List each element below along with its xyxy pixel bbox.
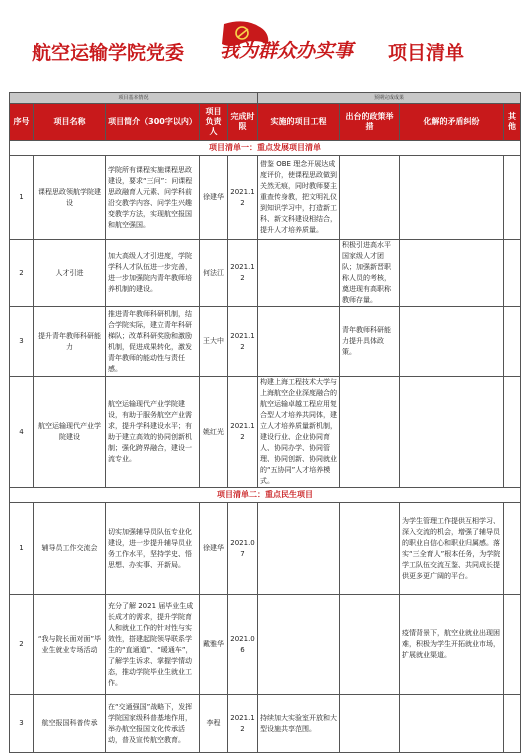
cell-policy: [340, 377, 400, 488]
cell-name: 航空报国科普传承: [34, 695, 106, 753]
table-row: [10, 307, 521, 377]
cell-name: 提升青年教师科研能力: [34, 307, 106, 377]
table-row: [10, 156, 521, 240]
cell-policy: [340, 595, 400, 695]
table-row: [10, 240, 521, 307]
section-title: 项目清单一：重点发展项目清单: [10, 141, 521, 156]
title-banner: [0, 0, 528, 88]
cell-deadline: 2021.12: [228, 377, 258, 488]
cell-name: 辅导员工作交流会: [34, 503, 106, 595]
cell-owner: 徐建华: [200, 156, 228, 240]
cell-other: [504, 377, 521, 488]
project-table: [9, 92, 521, 753]
group-result: 预期完成成果: [258, 93, 521, 104]
cell-owner: 何法江: [200, 240, 228, 307]
cell-policy: 积极引进高水平国家级人才团队；加强新晋职称人员的考核，奠进现有高职称教师存量。: [340, 240, 400, 307]
cell-deadline: 2021.07: [228, 503, 258, 595]
cell-conflict: [400, 377, 504, 488]
cell-no: 2: [10, 240, 34, 307]
cell-conflict: [400, 695, 504, 753]
col-owner: 项目负责人: [200, 104, 228, 141]
cell-owner: 王大中: [200, 307, 228, 377]
cell-other: [504, 503, 521, 595]
col-name: 项目名称: [34, 104, 106, 141]
section-title-row: [10, 141, 521, 156]
group-header-row: [10, 93, 521, 104]
cell-name: 课程思政领航学院建设: [34, 156, 106, 240]
cell-policy: [340, 156, 400, 240]
section-title: 项目清单二：重点民生项目: [10, 488, 521, 503]
cell-policy: 青年教师科研能力提升具体政策。: [340, 307, 400, 377]
title-right: 项目清单: [388, 42, 465, 64]
cell-name: 航空运输现代产业学院建设: [34, 377, 106, 488]
cell-deadline: 2021.12: [228, 307, 258, 377]
col-no: 序号: [10, 104, 34, 141]
cell-conflict: [400, 307, 504, 377]
cell-no: 3: [10, 695, 34, 753]
cell-deadline: 2021.06: [228, 595, 258, 695]
cell-owner: 姚红光: [200, 377, 228, 488]
title-left: 航空运输学院党委: [32, 42, 185, 64]
cell-no: 3: [10, 307, 34, 377]
cell-no: 1: [10, 503, 34, 595]
cell-owner: 徐建华: [200, 503, 228, 595]
cell-conflict: [400, 240, 504, 307]
cell-name: 人才引进: [34, 240, 106, 307]
cell-owner: 戴雅华: [200, 595, 228, 695]
col-conflict: 化解的矛盾纠纷: [400, 104, 504, 141]
cell-conflict: [400, 156, 504, 240]
cell-other: [504, 307, 521, 377]
cell-other: [504, 695, 521, 753]
col-intro: 项目简介（300字以内）: [106, 104, 200, 141]
cell-intro: 航空运输现代产业学院建设，有助于服务航空产业需求，提升学科建设水平；有助于建立高效的协同创新机制；强化跨界融合，建设一流专业。: [106, 377, 200, 488]
cell-deadline: 2021.12: [228, 156, 258, 240]
cell-conflict: 疫情背景下，航空业就业出现困难，积极为学生开拓就业市场，扩展就业渠道。: [400, 595, 504, 695]
cell-project: 借鉴 OBE 理念开展达成度评价，使课程思政做到关然无痕，同时教师要主重查传身教，把文明礼仪到知识学习中，打造新工科、新文科建设相结合，提升人才培养质量。: [258, 156, 340, 240]
cell-deadline: 2021.12: [228, 240, 258, 307]
slogan-text: 我为群众办实事: [220, 40, 354, 62]
slogan-block: [218, 18, 378, 74]
column-header-row: [10, 104, 521, 141]
cell-deadline: 2021.12: [228, 695, 258, 753]
cell-intro: 切实加强辅导员队伍专业化建设，进一步提升辅导员业务工作水平，坚持学史、悟思想、办实事、开新局。: [106, 503, 200, 595]
table-row: [10, 595, 521, 695]
table-row: [10, 377, 521, 488]
cell-intro: 学院所有课程实施课程思政建设，要求“三问”：问课程思政融育人元素、问学科前沿交教学内容、问学生兴趣变教学方法，实现航空报国和航空强国。: [106, 156, 200, 240]
cell-intro: 在“交通强国”战略下，发挥学院国家级科普基地作用，举办航空报国文化传承活动，普及宣传航空教育。: [106, 695, 200, 753]
cell-conflict: 为学生管理工作提供互相学习、深入交流的机会，增强了辅导员的职业自信心和职业归属感。落实“三全育人”根本任务，为学院学工队伍交流互鉴、共同成长提供更多更广阔的平台。: [400, 503, 504, 595]
cell-name: “我与院长面对面”毕业生就业专场活动: [34, 595, 106, 695]
col-deadline: 完成时限: [228, 104, 258, 141]
cell-project: [258, 240, 340, 307]
cell-other: [504, 595, 521, 695]
cell-intro: 推进青年教师科研机制，结合学院实际，建立青年科研梯队；改革科研奖励和激励机制，促进成果转化，激发青年教师的能动性与责任感。: [106, 307, 200, 377]
cell-policy: [340, 695, 400, 753]
cell-intro: 加大高级人才引进度，学院学科人才队伍进一步完善，进一步加强院内青年教师培养机制的建设。: [106, 240, 200, 307]
cell-project: [258, 595, 340, 695]
cell-other: [504, 156, 521, 240]
cell-no: 2: [10, 595, 34, 695]
cell-owner: 李程: [200, 695, 228, 753]
cell-project: [258, 503, 340, 595]
col-other: 其他: [504, 104, 521, 141]
cell-no: 4: [10, 377, 34, 488]
cell-intro: 充分了解 2021 届毕业生成长成才的需求，提升学院育人和就业工作的针对性与实效性，搭建起院领导联系学生的“直通道”、“暖通车”，了解学生诉求、掌握学情动态，推动学院毕业生就业工作。: [106, 595, 200, 695]
cell-project: 构建上海工程技术大学与上海航空企业深度融合的航空运输卓越工程应用复合型人才培养共同体，建立人才培养质量新机制，建设行业、企业协同育人、协同办学、协同管理、协同创新、协同就业的“五协同”人才培养模式。: [258, 377, 340, 488]
table-row: [10, 503, 521, 595]
col-policy: 出台的政策举措: [340, 104, 400, 141]
cell-no: 1: [10, 156, 34, 240]
group-basic: 项目基本情况: [10, 93, 258, 104]
cell-policy: [340, 503, 400, 595]
cell-project: [258, 307, 340, 377]
project-table-wrap: [9, 92, 520, 753]
cell-project: 持续加大实验室开放和大型设施共享范围。: [258, 695, 340, 753]
section-title-row: [10, 488, 521, 503]
cell-other: [504, 240, 521, 307]
col-project: 实施的项目工程: [258, 104, 340, 141]
table-row: [10, 695, 521, 753]
